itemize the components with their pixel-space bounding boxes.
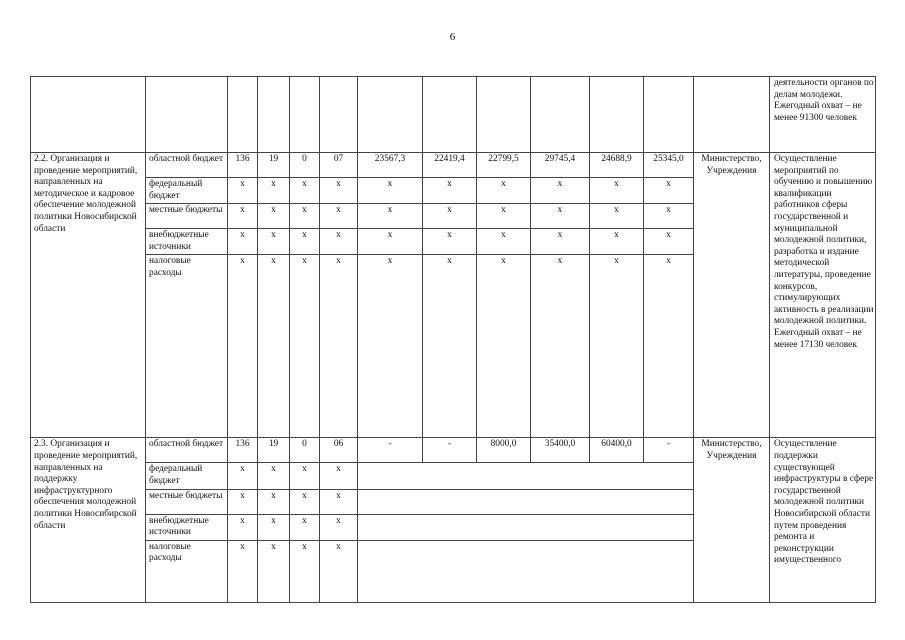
source-name: федеральный бюджет [146,463,228,489]
value-cell: 23567,3 [358,153,423,178]
value-cell: х [477,178,531,204]
code-cell: 136 [228,438,258,463]
value-cell: х [477,255,531,438]
code-cell: х [320,255,358,438]
empty-value-cell [358,540,694,602]
code-cell: х [228,540,258,602]
value-cell: 29745,4 [531,153,590,178]
value-cell: х [358,229,423,255]
code-cell: х [290,463,320,489]
source-name: внебюджетные источники [146,229,228,255]
value-cell: 24688,9 [590,153,644,178]
value-cell: х [531,204,590,229]
page-number: 6 [449,31,456,43]
program-name: 2.2. Организация и проведение мероприятий, направленных на методическое и кадровое обеспечение молодежной политики Новосибирской области [31,153,146,438]
code-cell: х [320,540,358,602]
code-cell: х [228,255,258,438]
code-cell: х [320,229,358,255]
code-cell: х [258,489,290,514]
source-name: местные бюджеты [146,204,228,229]
value-cell: х [531,255,590,438]
value-cell: - [423,438,477,463]
value-cell: х [423,229,477,255]
code-cell: х [258,229,290,255]
source-name: налоговые расходы [146,255,228,438]
code-cell: 0 [290,153,320,178]
value-cell: х [423,255,477,438]
program-table [30,76,876,603]
code-cell: х [258,204,290,229]
value-cell: 60400,0 [590,438,644,463]
code-cell: х [228,514,258,540]
code-cell: х [258,255,290,438]
code-cell: х [320,204,358,229]
value-cell: - [358,438,423,463]
code-cell: 19 [258,153,290,178]
code-cell: х [228,463,258,489]
value-cell: х [358,178,423,204]
code-cell: х [290,514,320,540]
executor: Министерство, Учреждения [694,438,770,602]
code-cell: х [228,229,258,255]
value-cell: 8000,0 [477,438,531,463]
executor: Министерство, Учреждения [694,153,770,438]
code-cell: х [228,178,258,204]
code-cell: х [320,178,358,204]
code-cell: х [228,204,258,229]
source-name: местные бюджеты [146,489,228,514]
value-cell: - [644,438,694,463]
code-cell: х [290,229,320,255]
empty-value-cell [358,463,694,489]
value-cell: х [358,255,423,438]
code-cell: 0 [290,438,320,463]
code-cell: х [320,489,358,514]
value-cell: х [590,255,644,438]
value-cell: х [423,178,477,204]
code-cell: х [258,178,290,204]
value-cell: х [590,229,644,255]
value-cell: х [531,178,590,204]
value-cell: 25345,0 [644,153,694,178]
code-cell: х [320,463,358,489]
value-cell: х [590,204,644,229]
value-cell: х [644,204,694,229]
source-name: областной бюджет [146,153,228,178]
value-cell: 22419,4 [423,153,477,178]
value-cell: х [590,178,644,204]
value-cell: х [477,229,531,255]
code-cell: х [228,489,258,514]
code-cell: х [290,178,320,204]
activity-description: Осуществление мероприятий по обучению и повышению квалификации работников сферы государственной и муниципальной молодежной политики, разработка и издание методической литературы, проведение конкурсов, стимулирующих активность в реализации молодежной политики. Ежегодный охват – не менее 17130 человек [770,153,876,438]
code-cell: х [258,540,290,602]
code-cell: 07 [320,153,358,178]
value-cell: 35400,0 [531,438,590,463]
program-name: 2.3. Организация и проведение мероприятий, направленных на поддержку инфраструктурного обеспечения молодежной политики Новосибирской области [31,438,146,602]
source-name: налоговые расходы [146,540,228,602]
code-cell: х [258,463,290,489]
activity-description: Осуществление поддержки существующей инфраструктуры в сфере государственной молодежной политики Новосибирской области путем проведения ремонта и реконструкции имущественного [770,438,876,602]
value-cell: х [531,229,590,255]
value-cell: х [358,204,423,229]
source-name: федеральный бюджет [146,178,228,204]
value-cell: х [477,204,531,229]
value-cell: х [644,229,694,255]
code-cell: х [258,514,290,540]
code-cell: х [290,489,320,514]
code-cell: х [290,204,320,229]
activity-description: деятельности органов по делам молодежи. Ежегодный охват – не менее 91300 человек [770,77,876,153]
value-cell: х [423,204,477,229]
code-cell: х [290,255,320,438]
value-cell: 22799,5 [477,153,531,178]
value-cell: х [644,178,694,204]
table-row [31,438,876,463]
code-cell: 19 [258,438,290,463]
table-row [31,153,876,178]
empty-value-cell [358,514,694,540]
source-name: областной бюджет [146,438,228,463]
empty-value-cell [358,489,694,514]
code-cell: х [320,514,358,540]
code-cell: 06 [320,438,358,463]
code-cell: х [290,540,320,602]
table-row-continuation [31,77,876,153]
source-name: внебюджетные источники [146,514,228,540]
code-cell: 136 [228,153,258,178]
value-cell: х [644,255,694,438]
